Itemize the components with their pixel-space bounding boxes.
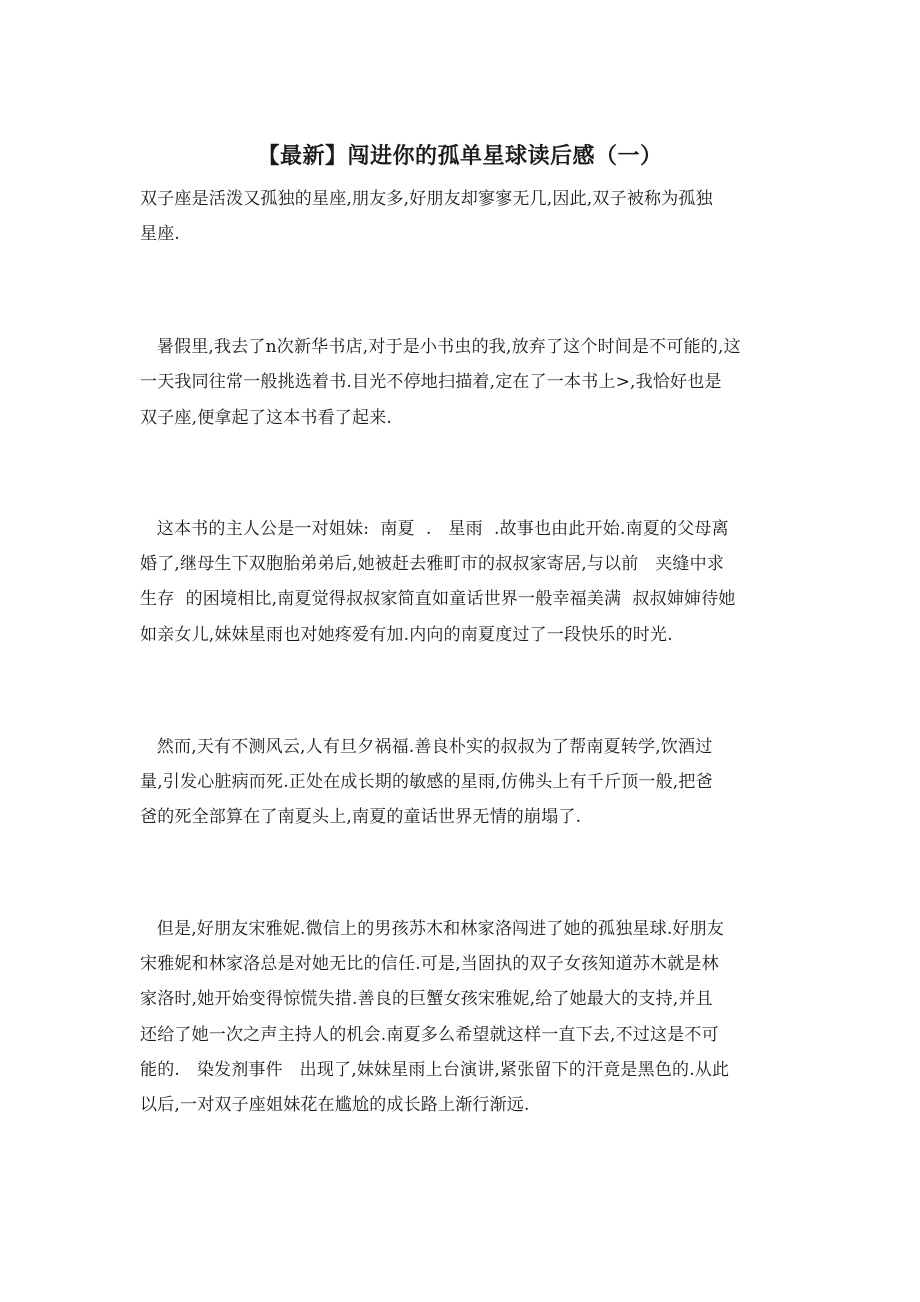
paragraph-4-line-1: 然而,天有不测风云,人有旦夕祸福.善良朴实的叔叔为了帮南夏转学,饮酒过	[140, 737, 713, 757]
paragraph-2-line-1: 暑假里,我去了n次新华书店,对于是小书虫的我,放弃了这个时间是不可能的,这	[140, 337, 741, 357]
paragraph-5-line-2: 宋雅妮和林家洛总是对她无比的信任.可是,当固执的双子女孩知道苏木就是林	[140, 954, 719, 974]
paragraph-1-line-2: 星座.	[140, 224, 181, 244]
paragraph-5-line-3: 家洛时,她开始变得惊慌失措.善良的巨蟹女孩宋雅妮,给了她最大的支持,并且	[140, 989, 713, 1009]
paragraph-1-line-1: 双子座是活泼又孤独的星座,朋友多,好朋友却寥寥无几,因此,双子被称为孤独	[140, 189, 713, 209]
paragraph-5-line-4: 还给了她一次之声主持人的机会.南夏多么希望就这样一直下去,不过这是不可	[140, 1025, 719, 1045]
document-title: 【最新】闯进你的孤单星球读后感（一）	[257, 143, 663, 169]
paragraph-4-line-2: 量,引发心脏病而死.正处在成长期的敏感的星雨,仿佛头上有千斤顶一般,把爸	[140, 772, 713, 792]
paragraph-5-line-1: 但是,好朋友宋雅妮.微信上的男孩苏木和林家洛闯进了她的孤独星球.好朋友	[140, 919, 725, 939]
paragraph-5-line-5: 能的. 染发剂事件 出现了,妹妹星雨上台演讲,紧张留下的汗竟是黑色的.从此	[140, 1060, 730, 1080]
paragraph-5-line-6: 以后,一对双子座姐妹花在尴尬的成长路上渐行渐远.	[140, 1095, 530, 1115]
paragraph-2-line-2: 一天我同往常一般挑选着书.目光不停地扫描着,定在了一本书上>,我恰好也是	[140, 372, 722, 392]
paragraph-3-line-4: 如亲女儿,妹妹星雨也对她疼爱有加.内向的南夏度过了一段快乐的时光.	[140, 625, 673, 645]
paragraph-3-line-1: 这本书的主人公是一对姐妹: 南夏 . 星雨 .故事也由此开始.南夏的父母离	[140, 519, 729, 539]
paragraph-3-line-3: 生存 的困境相比,南夏觉得叔叔家简直如童话世界一般幸福美满 叔叔婶婶待她	[140, 589, 736, 609]
paragraph-2-line-3: 双子座,便拿起了这本书看了起来.	[140, 408, 393, 428]
paragraph-3-line-2: 婚了,继母生下双胞胎弟弟后,她被赶去雅町市的叔叔家寄居,与以前 夹缝中求	[140, 554, 725, 574]
paragraph-4-line-3: 爸的死全部算在了南夏头上,南夏的童话世界无情的崩塌了.	[140, 807, 582, 827]
